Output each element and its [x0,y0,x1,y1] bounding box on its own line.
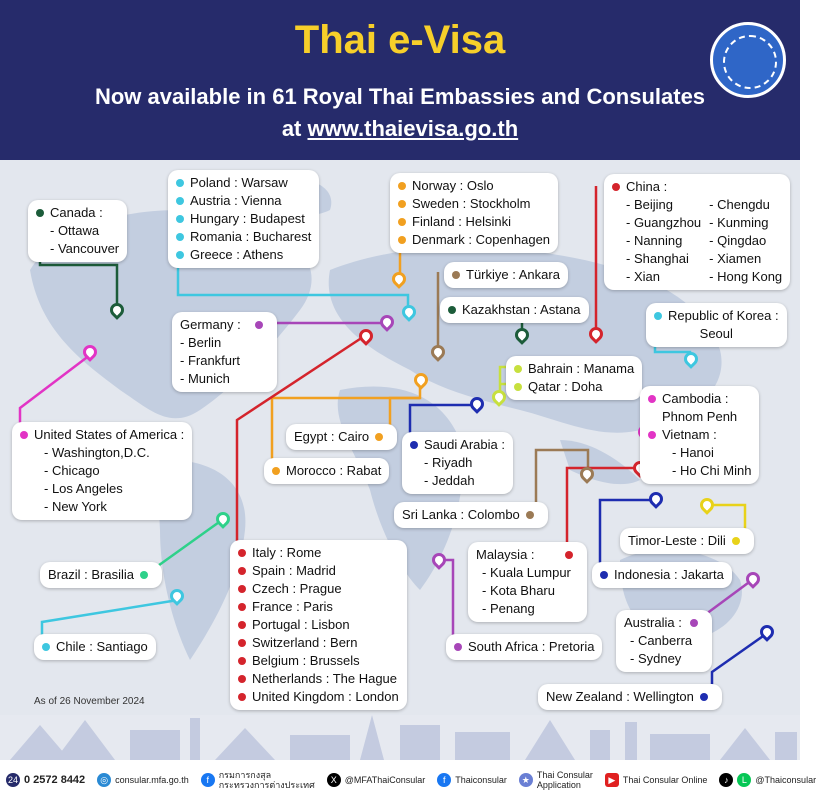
canada-box [28,200,127,262]
box-item: - Los Angeles [44,481,123,496]
norway-dot-icon [398,182,406,190]
netherlands-dot-icon [238,675,246,683]
australia-box [616,610,712,672]
box-item: - Xiamen [709,251,762,266]
qatar-dot-icon [514,383,522,391]
x-link[interactable] [327,773,426,787]
box-item: Austria : Vienna [190,193,282,208]
vietnam-title: Vietnam : [662,427,717,442]
cambodia-city: Phnom Penh [662,409,738,424]
cambodia-title: Cambodia : [662,391,729,406]
belgium-dot-icon [238,657,246,665]
timor-label: Timor-Leste : Dili [628,533,726,548]
malaysia-dot-icon [565,551,573,559]
germany-box [172,312,277,392]
hungary-dot-icon [176,215,184,223]
malaysia-title: Malaysia : [476,547,535,562]
saudi-box [402,432,513,494]
box-item: - Shanghai [626,251,689,266]
app-name: Thai Consular [536,770,593,780]
germany-dot-icon [255,321,263,329]
switzerland-dot-icon [238,639,246,647]
box-item: - Beijing [626,197,673,212]
new-zealand-dot-icon [700,693,708,701]
denmark-dot-icon [398,236,406,244]
facebook-dept-link[interactable] [201,770,315,790]
hotline-icon [6,773,20,787]
box-item: - Penang [482,601,535,616]
morocco-dot-icon [272,467,280,475]
line-icon: L [737,773,751,787]
chile-dot-icon [42,643,50,651]
germany-title: Germany : [180,317,241,332]
egypt-label: Egypt : Cairo [294,429,370,444]
czech-dot-icon [238,585,246,593]
box-item: - Sydney [630,651,682,666]
dept-name: กรมการกงสุล [218,770,272,780]
landmarks-skyline [0,710,800,760]
box-item: Portugal : Lisbon [252,617,350,632]
phone-number: 0 2572 8442 [24,774,86,786]
egypt-box [286,424,397,450]
as-of-date: As of 26 November 2024 [34,696,145,707]
brazil-dot-icon [140,571,148,579]
box-item: - Chicago [44,463,100,478]
tiktok-icon: ♪ [719,773,733,787]
indochina-box [640,386,759,484]
kazakhstan-label: Kazakhstan : Astana [462,302,581,317]
box-item: - Ho Chi Minh [672,463,752,478]
china-box [604,174,790,290]
box-item: - Chengdu [709,197,770,212]
morocco-box [264,458,389,484]
china-title: China : [626,179,668,194]
new-zealand-label: New Zealand : Wellington [546,689,694,704]
australia-title: Australia : [624,615,682,630]
egypt-dot-icon [375,433,383,441]
saudi-title: Saudi Arabia : [424,437,505,452]
western-europe-box [230,540,407,710]
x-handle: @MFAThaiConsular [344,775,426,785]
website-link[interactable] [97,773,189,787]
box-item: Spain : Madrid [252,563,336,578]
box-item: - Berlin [180,335,222,350]
bahrain-dot-icon [514,365,522,373]
box-item: Belgium : Brussels [252,653,360,668]
page-title: Thai e-Visa [294,18,506,62]
box-item: United Kingdom : London [252,689,399,704]
cambodia-dot-icon [648,395,656,403]
box-item: Finland : Helsinki [412,214,511,229]
turkiye-dot-icon [452,271,460,279]
malaysia-box [468,542,587,622]
south-africa-box [446,634,602,660]
usa-title: United States of America : [34,427,185,442]
poland-dot-icon [176,179,184,187]
x-icon: X [327,773,341,787]
timor-box [620,528,754,554]
indonesia-label: Indonesia : Jakarta [614,567,724,582]
box-item: Bahrain : Manama [528,361,635,376]
south-africa-label: South Africa : Pretoria [468,639,595,654]
central-europe-box [168,170,319,268]
usa-dot-icon [20,431,28,439]
tiktok-line-link[interactable] [719,773,816,787]
finland-dot-icon [398,218,406,226]
canada-item: - Vancouver [50,241,120,256]
canada-dot-icon [36,209,44,217]
sweden-dot-icon [398,200,406,208]
italy-dot-icon [238,549,246,557]
url-prefix: at [281,116,308,141]
uk-dot-icon [238,693,246,701]
box-item: - Frankfurt [180,353,240,368]
youtube-name: Thai Consular Online [622,775,708,785]
facebook-handle: Thaiconsular [455,775,507,785]
srilanka-dot-icon [526,511,534,519]
srilanka-box [394,502,548,528]
facebook-icon: f [437,773,451,787]
usa-box [12,422,192,520]
box-item: Italy : Rome [252,545,322,560]
brazil-box [40,562,162,588]
facebook-link[interactable] [437,773,507,787]
morocco-label: Morocco : Rabat [286,463,382,478]
box-item: - Kuala Lumpur [482,565,571,580]
canada-item: - Ottawa [50,223,100,238]
box-item: - Hong Kong [709,269,783,284]
canada-title: Canada : [50,205,103,220]
box-item: Netherlands : The Hague [252,671,398,686]
indonesia-dot-icon [600,571,608,579]
turkiye-box [444,262,568,288]
korea-box [646,303,787,347]
box-item: - Hanoi [672,445,714,460]
chile-box [34,634,156,660]
saudi-dot-icon [410,441,418,449]
indonesia-box [592,562,732,588]
portugal-dot-icon [238,621,246,629]
greece-dot-icon [176,251,184,259]
box-item: Denmark : Copenhagen [412,232,551,247]
youtube-icon: ▶ [605,773,619,787]
website-text: consular.mfa.go.th [115,775,189,785]
box-item: - New York [44,499,107,514]
kazakhstan-box [440,297,589,323]
nordic-box [390,173,558,253]
box-item: - Guangzhou [626,215,702,230]
box-item: - Munich [180,371,230,386]
china-dot-icon [612,183,620,191]
box-item: - Riyadh [424,455,473,470]
box-item: - Kota Bharu [482,583,555,598]
box-item: - Qingdao [709,233,767,248]
spain-dot-icon [238,567,246,575]
france-dot-icon [238,603,246,611]
srilanka-label: Sri Lanka : Colombo [402,507,520,522]
globe-icon: ◎ [97,773,111,787]
box-item: Norway : Oslo [412,178,494,193]
box-item: Greece : Athens [190,247,284,262]
box-item: - Jeddah [424,473,475,488]
gulf-box [506,356,642,400]
vietnam-dot-icon [648,431,656,439]
new-zealand-box [538,684,722,710]
page-subtitle: Now available in 61 Royal Thai Embassies and Consulates [94,84,706,109]
australia-dot-icon [690,619,698,627]
box-item: Hungary : Budapest [190,211,305,226]
box-item: - Xian [626,269,660,284]
line-handle: @Thaiconsular [755,775,816,785]
chile-label: Chile : Santiago [56,639,148,654]
evisa-url-link[interactable]: www.thaievisa.go.th [307,116,519,141]
timor-dot-icon [732,537,740,545]
korea-city: Seoul [699,326,733,341]
turkiye-label: Türkiye : Ankara [466,267,560,282]
korea-dot-icon [654,312,662,320]
hotline[interactable] [6,773,85,787]
kazakhstan-dot-icon [448,306,456,314]
south-africa-dot-icon [454,643,462,651]
app-link[interactable] [519,770,593,790]
app-subtitle: Application [536,780,581,790]
box-item: - Washington,D.C. [44,445,150,460]
app-icon: ★ [519,773,533,787]
box-item: Qatar : Doha [528,379,603,394]
box-item: Switzerland : Bern [252,635,358,650]
facebook-icon: f [201,773,215,787]
romania-dot-icon [176,233,184,241]
box-item: France : Paris [252,599,333,614]
hotline-badge: 24 [7,775,18,785]
box-item: Czech : Prague [252,581,342,596]
ministry-name: กระทรวงการต่างประเทศ [218,780,315,790]
korea-title: Republic of Korea : [668,308,779,323]
austria-dot-icon [176,197,184,205]
box-item: - Nanning [626,233,683,248]
box-item: Sweden : Stockholm [412,196,531,211]
brazil-label: Brazil : Brasilia [48,567,134,582]
box-item: Romania : Bucharest [190,229,312,244]
footer-contacts [0,760,816,800]
box-item: - Canberra [630,633,693,648]
youtube-link[interactable] [605,773,708,787]
box-item: - Kunming [709,215,769,230]
box-item: Poland : Warsaw [190,175,288,190]
